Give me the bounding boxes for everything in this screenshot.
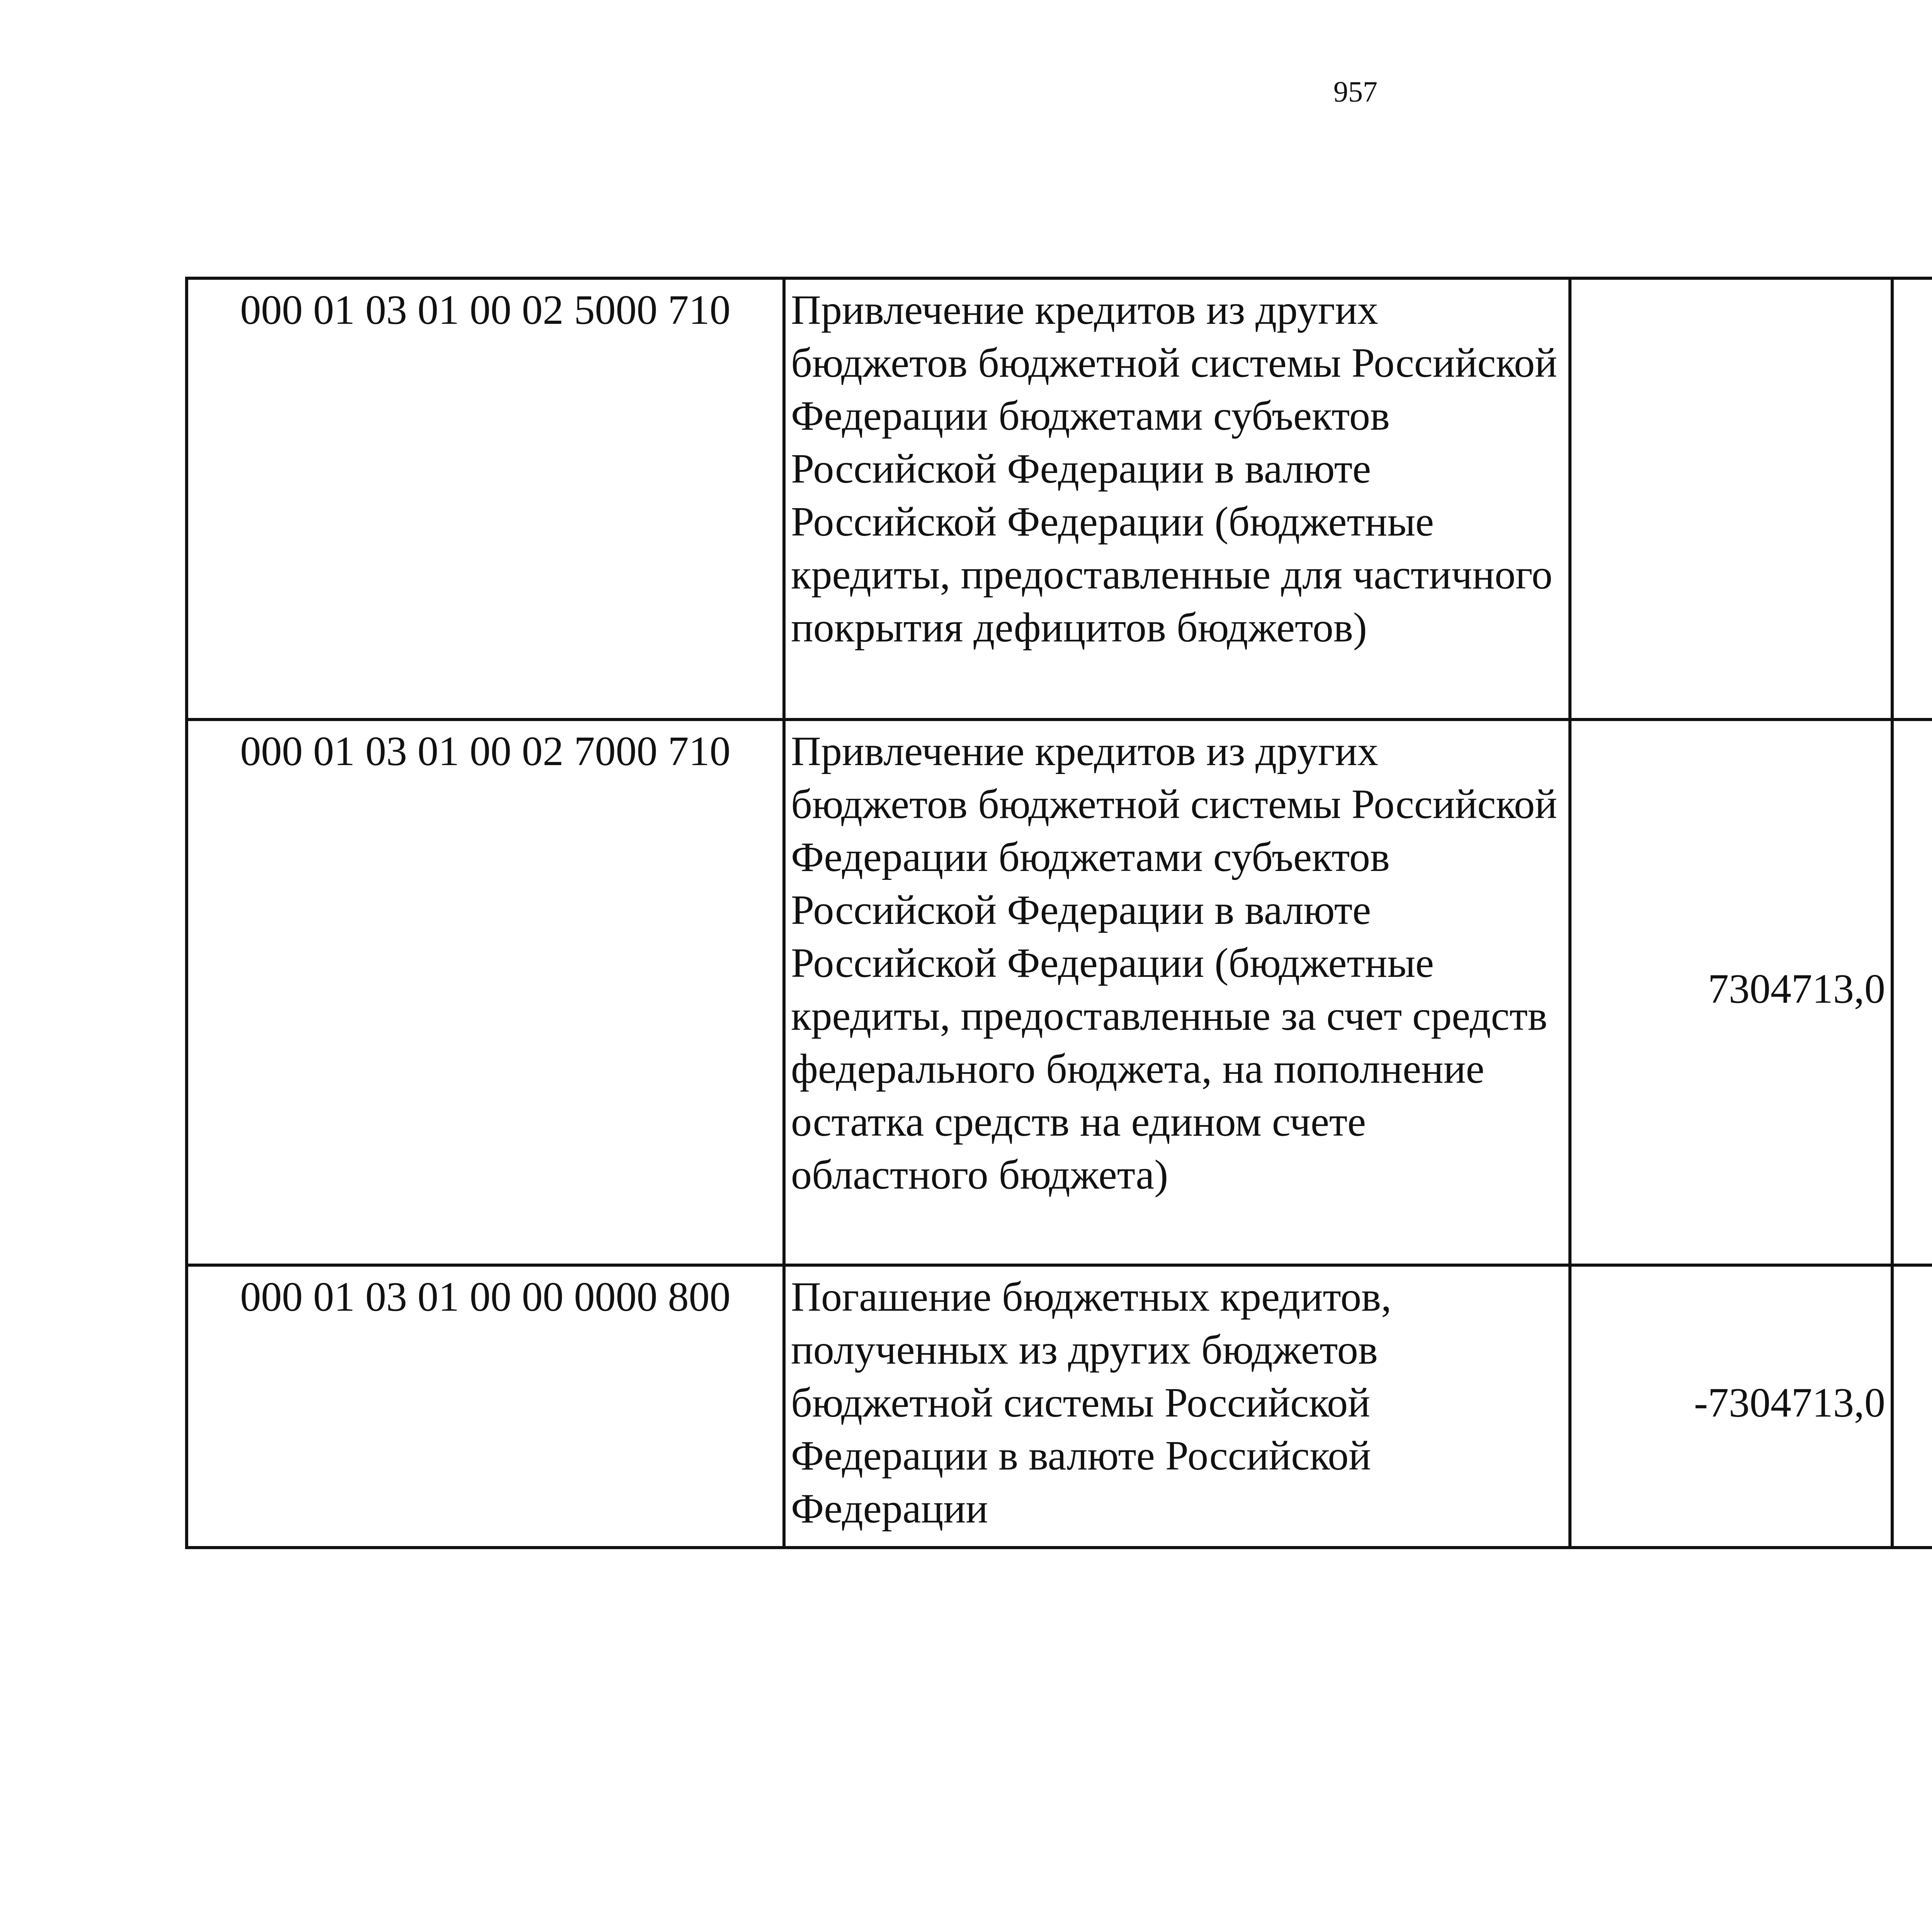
table-row xyxy=(187,720,1932,1265)
budget-classification-code: 000 01 03 01 00 02 7000 710 xyxy=(187,720,784,1265)
table-row xyxy=(187,1265,1932,1548)
item-description: Привлечение кредитов из других бюджетов бюджетной системы Российской Федерации бюджетами субъектов Российской Федерации в валюте Российской Федерации (бюджетные кредиты, предоставленные за счет средств федерального бюджета, на пополнение остатка средств на едином счете областного бюджета) xyxy=(784,720,1570,1265)
amount-year-1: 7304713,0 xyxy=(1570,720,1892,1265)
table-row xyxy=(187,278,1932,720)
budget-classification-code: 000 01 03 01 00 02 5000 710 xyxy=(187,278,784,720)
amount-year-1: -7304713,0 xyxy=(1570,1265,1892,1548)
item-description: Привлечение кредитов из других бюджетов бюджетной системы Российской Федерации бюджетами субъектов Российской Федерации в валюте Российской Федерации (бюджетные кредиты, предоставленные для частичного покрытия дефицитов бюджетов) xyxy=(784,278,1570,720)
amount-year-2 xyxy=(1892,278,1932,720)
budget-classification-code: 000 01 03 01 00 00 0000 800 xyxy=(187,1265,784,1548)
amount-year-2 xyxy=(1892,720,1932,1265)
budget-sources-table xyxy=(185,277,1932,1549)
amount-year-2 xyxy=(1892,1265,1932,1548)
page-number: 957 xyxy=(1333,76,1378,108)
item-description: Погашение бюджетных кредитов, полученных из других бюджетов бюджетной системы Российской Федерации в валюте Российской Федерации xyxy=(784,1265,1570,1548)
amount-year-1 xyxy=(1570,278,1892,720)
